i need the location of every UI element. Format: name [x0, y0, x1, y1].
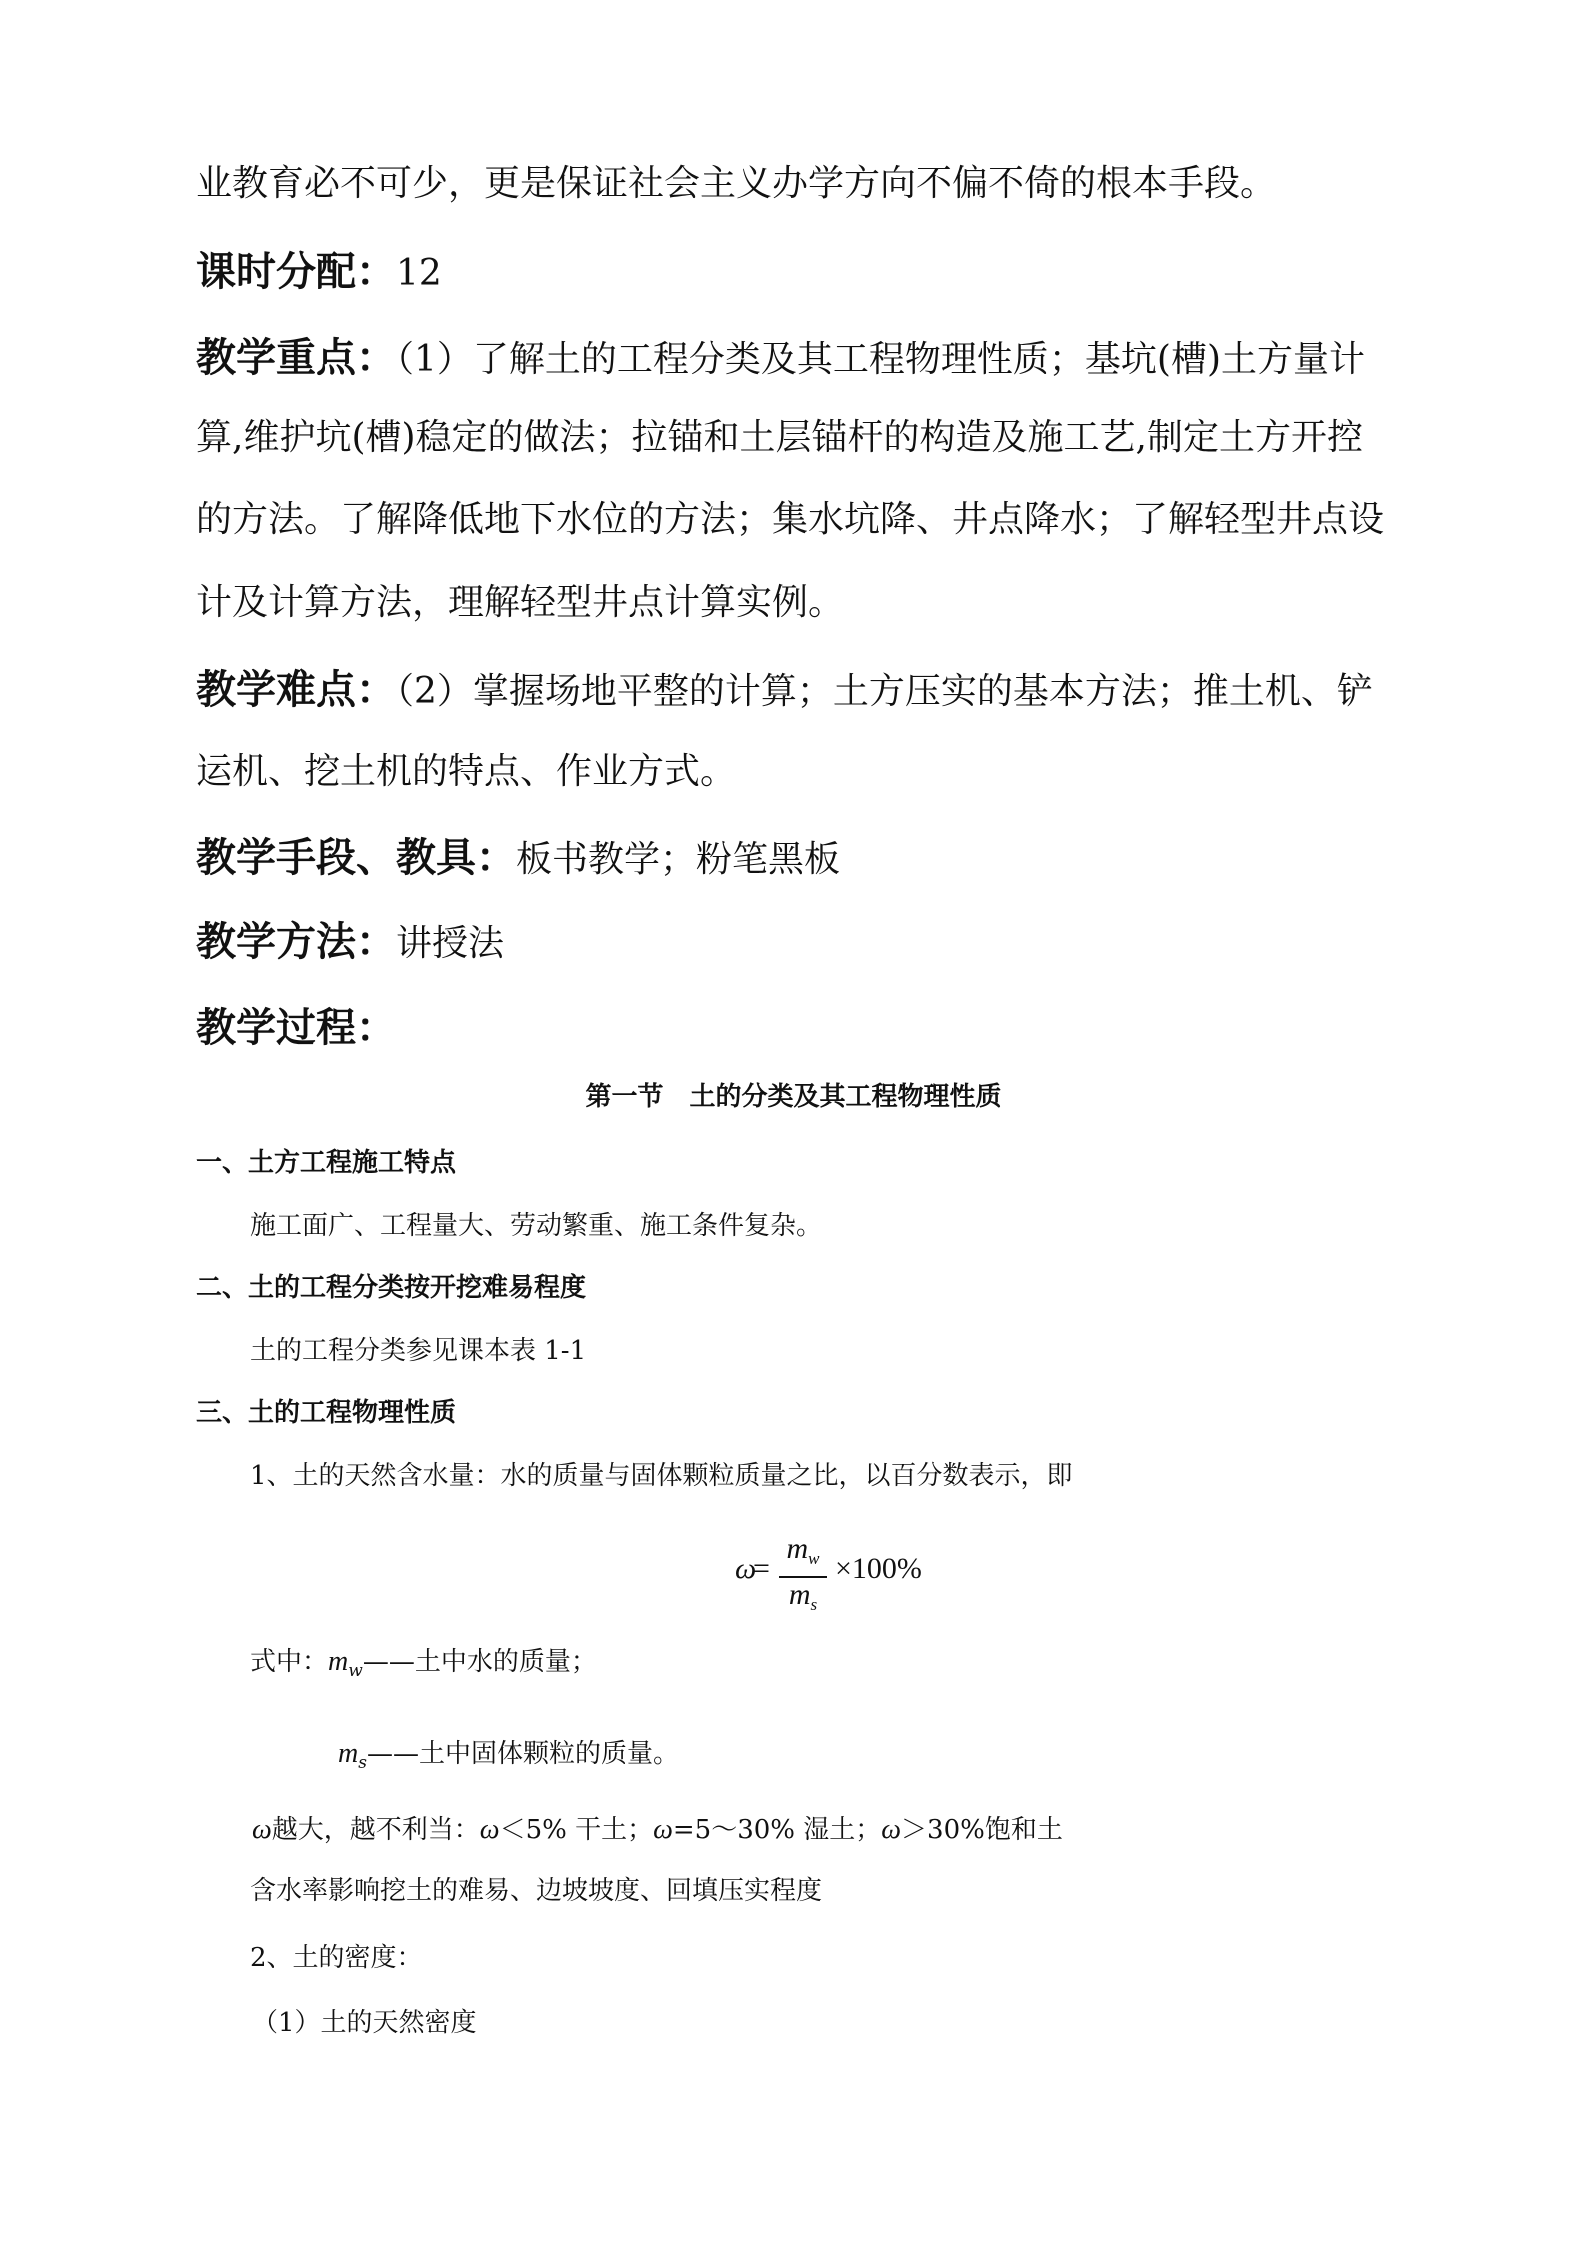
difficult-points-line-2: 运机、挖土机的特点、作业方式。 — [196, 751, 737, 792]
paragraph-6: （1）土的天然密度 — [252, 2008, 477, 2038]
key-points-label: 教学重点： — [196, 334, 396, 381]
ms-description: ——土中固体颗粒的质量。 — [366, 1739, 679, 1769]
key-points-line-4: 计及计算方法，理解轻型井点计算实例。 — [196, 582, 845, 623]
moisture-text-1: 越大，越不利当： — [271, 1815, 480, 1845]
difficult-points-label: 教学难点： — [196, 666, 396, 713]
moisture-formula — [735, 1532, 980, 1617]
ms-symbol: m — [338, 1738, 359, 1769]
mw-subscript: w — [348, 1661, 363, 1681]
moisture-text-4: ＞30%饱和土 — [901, 1815, 1063, 1845]
paragraph-2: 土的工程分类参见课本表 1-1 — [250, 1336, 587, 1366]
mw-description: ——土中水的质量； — [362, 1647, 597, 1677]
intro-continuation: 业教育必不可少，更是保证社会主义办学方向不偏不倚的根本手段。 — [196, 163, 1277, 204]
section-title: 第一节 土的分类及其工程物理性质 — [585, 1082, 1002, 1112]
formula-num-subscript: w — [808, 1549, 820, 1568]
paragraph-5: 2、土的密度： — [250, 1943, 423, 1973]
formula-num-symbol: m — [786, 1532, 809, 1565]
omega-symbol-1: ω — [252, 1814, 272, 1845]
paragraph-3: 1、土的天然含水量：水的质量与固体颗粒质量之比，以百分数表示，即 — [250, 1461, 1073, 1491]
difficult-points-line-1 — [196, 666, 1373, 713]
omega-symbol-4: ω — [881, 1814, 902, 1845]
heading-1: 一、土方工程施工特点 — [196, 1148, 457, 1178]
teaching-method-value: 讲授法 — [396, 923, 505, 964]
formula-equals: = — [753, 1552, 770, 1585]
key-points-line-2: 算,维护坑(槽)稳定的做法；拉锚和土层锚杆的构造及施工艺,制定土方开控 — [196, 417, 1363, 458]
teaching-method-label: 教学方法： — [196, 918, 396, 965]
formula-den-subscript: s — [810, 1595, 818, 1614]
moisture-classification-line — [252, 1816, 1063, 1844]
difficult-points-text-1: （2）掌握场地平整的计算；土方压实的基本方法；推土机、铲 — [396, 671, 1373, 712]
variable-ms-line — [338, 1740, 679, 1772]
key-points-text-1: （1）了解土的工程分类及其工程物理性质；基坑(槽)土方量计 — [396, 339, 1365, 380]
moisture-text-2: ＜5% 干土； — [499, 1815, 654, 1845]
ms-subscript: s — [358, 1753, 367, 1773]
heading-2: 二、土的工程分类按开挖难易程度 — [196, 1273, 587, 1303]
paragraph-4: 含水率影响挖土的难易、边坡坡度、回填压实程度 — [250, 1876, 823, 1906]
formula-rhs: ×100% — [835, 1552, 922, 1585]
key-points-line-1 — [196, 334, 1365, 381]
formula-fraction — [777, 1532, 829, 1622]
teaching-tools-label: 教学手段、教具： — [196, 834, 516, 881]
class-hours-value: 12 — [396, 253, 442, 294]
variable-mw-line — [250, 1648, 597, 1680]
teaching-tools-value: 板书教学；粉笔黑板 — [516, 839, 841, 880]
formula-denominator — [777, 1578, 829, 1622]
class-hours-label: 课时分配： — [196, 248, 396, 295]
key-points-line-3: 的方法。了解降低地下水位的方法；集水坑降、井点降水；了解轻型井点设 — [196, 499, 1385, 540]
teaching-tools-line — [196, 834, 841, 881]
teaching-process-label: 教学过程： — [196, 1004, 396, 1051]
omega-symbol-3: ω — [653, 1814, 673, 1845]
paragraph-1: 施工面广、工程量大、劳动繁重、施工条件复杂。 — [250, 1211, 823, 1241]
where-prefix: 式中： — [250, 1647, 329, 1677]
formula-omega: ω — [735, 1552, 757, 1585]
omega-symbol-2: ω — [479, 1814, 500, 1845]
class-hours-line — [196, 248, 442, 295]
mw-symbol: m — [328, 1646, 349, 1677]
formula-den-symbol: m — [788, 1578, 811, 1611]
formula-numerator — [777, 1532, 829, 1576]
moisture-text-3: =5～30% 湿土； — [672, 1815, 882, 1845]
teaching-method-line — [196, 918, 505, 965]
heading-3: 三、土的工程物理性质 — [196, 1398, 457, 1428]
